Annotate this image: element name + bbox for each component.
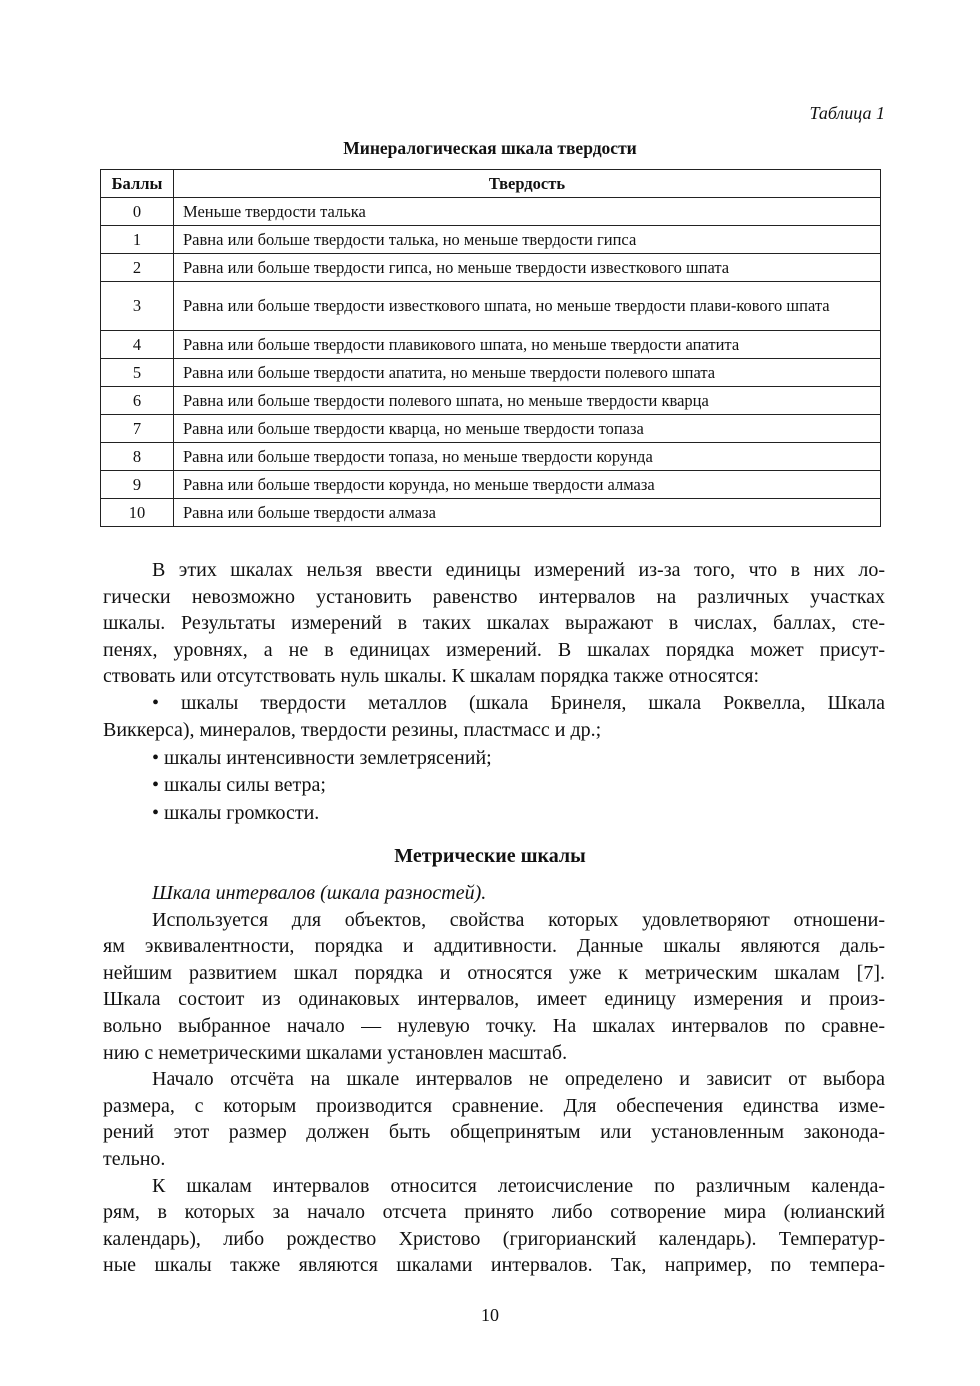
table-row: [101, 443, 881, 471]
section-heading: Метрические шкалы: [394, 845, 586, 867]
text-line: Используется для объектов, свойства которых удовлетворяют отношени-: [152, 908, 885, 931]
table-row: [101, 254, 881, 282]
hardness-cell: Равна или больше твердости апатита, но меньше твердости полевого шпата: [174, 359, 881, 387]
table-row: [101, 226, 881, 254]
hardness-cell: Равна или больше твердости алмаза: [174, 499, 881, 527]
table-row: [101, 198, 881, 226]
table-row: [101, 331, 881, 359]
table-row: [101, 499, 881, 527]
text-line: • шкалы интенсивности землетрясений;: [152, 746, 492, 769]
text-line: ствовать или отсутствовать нуль шкалы. К шкалам порядка также относятся:: [103, 665, 760, 688]
points-cell: 2: [101, 254, 174, 282]
points-cell: 7: [101, 415, 174, 443]
column-header-hardness: Твердость: [174, 170, 881, 198]
points-cell: 5: [101, 359, 174, 387]
hardness-cell: Равна или больше твердости талька, но меньше твердости гипса: [174, 226, 881, 254]
table-label: Таблица 1: [809, 103, 885, 123]
text-line: ям эквивалентности, порядка и аддитивности. Данные шкалы являются даль-: [103, 935, 885, 958]
bullet-list: [103, 690, 885, 827]
hardness-cell: Равна или больше твердости известкового шпата, но меньше твердости плави-кового шпата: [174, 282, 881, 331]
text-line: В этих шкалах нельзя ввести единицы измерений из-за того, что в них ло-: [152, 559, 885, 581]
points-cell: 10: [101, 499, 174, 527]
text-line: размера, с которым производится сравнение. Для обеспечения единства изме-: [103, 1094, 885, 1117]
hardness-cell: Меньше твердости талька: [174, 198, 881, 226]
hardness-cell: Равна или больше твердости топаза, но меньше твердости корунда: [174, 443, 881, 471]
text-line: • шкалы силы ветра;: [152, 774, 326, 797]
column-header-points: Баллы: [101, 170, 174, 198]
hardness-cell: Равна или больше твердости кварца, но меньше твердости топаза: [174, 415, 881, 443]
text-line: рений этот размер должен быть общепринятым или установленным законода-: [103, 1121, 885, 1144]
points-cell: 0: [101, 198, 174, 226]
hardness-cell: Равна или больше твердости гипса, но меньше твердости известкового шпата: [174, 254, 881, 282]
points-cell: 8: [101, 443, 174, 471]
text-line: календарь), либо рождество Христово (григорианский календарь). Температур-: [103, 1227, 885, 1250]
table-row: [101, 387, 881, 415]
points-cell: 4: [101, 331, 174, 359]
text-line: тельно.: [103, 1147, 166, 1170]
table-row: [101, 471, 881, 499]
hardness-cell: Равна или больше твердости корунда, но меньше твердости алмаза: [174, 471, 881, 499]
table-row: [101, 415, 881, 443]
hardness-cell: Равна или больше твердости плавикового шпата, но меньше твердости апатита: [174, 331, 881, 359]
text-line: нию с неметрическими шкалами установлен масштаб.: [103, 1041, 568, 1064]
table-row: [101, 359, 881, 387]
text-line: Шкала интервалов (шкала разностей).: [152, 882, 487, 904]
hardness-table: [100, 169, 881, 527]
text-line: гически невозможно установить равенство интервалов на различных участках: [103, 585, 885, 608]
text-line: Шкала состоит из одинаковых интервалов, имеет единицу измерения и произ-: [103, 988, 885, 1011]
text-line: пенях, уровнях, а не в единицах измерений. В шкалах порядка может присут-: [103, 638, 885, 661]
text-line: • шкалы громкости.: [152, 801, 320, 824]
text-line: • шкалы твердости металлов (шкала Бринеля, шкала Роквелла, Шкала: [152, 692, 885, 714]
text-line: К шкалам интервалов относится летоисчисление по различным календа-: [152, 1174, 885, 1197]
text-line: нейшим развитием шкал порядка и относятся уже к метрическим шкалам [7].: [103, 961, 885, 984]
hardness-cell: Равна или больше твердости полевого шпата, но меньше твердости кварца: [174, 387, 881, 415]
text-line: Начало отсчёта на шкале интервалов не определено и зависит от выбора: [152, 1068, 885, 1091]
points-cell: 3: [101, 282, 174, 331]
text-line: шкалы. Результаты измерений в таких шкалах выражают в числах, баллах, сте-: [103, 612, 885, 635]
text-line: ные шкалы также являются шкалами интервалов. Так, например, по темпера-: [103, 1254, 885, 1277]
text-line: рям, в которых за начало отсчета принято либо сотворение мира (юлианский: [103, 1201, 885, 1224]
text-line: вольно выбранное начало — нулевую точку. На шкалах интервалов по сравне-: [103, 1014, 885, 1037]
text-line: Виккерса), минералов, твердости резины, пластмасс и др.;: [103, 719, 602, 742]
paragraph-ordinal-scales: [103, 557, 885, 690]
table-title: Минералогическая шкала твердости: [343, 138, 637, 158]
points-cell: 6: [101, 387, 174, 415]
page-number: 10: [481, 1305, 499, 1325]
table-header-row: [101, 170, 881, 198]
table-row: [101, 282, 881, 331]
section-interval-scale: [103, 880, 885, 1279]
points-cell: 9: [101, 471, 174, 499]
points-cell: 1: [101, 226, 174, 254]
